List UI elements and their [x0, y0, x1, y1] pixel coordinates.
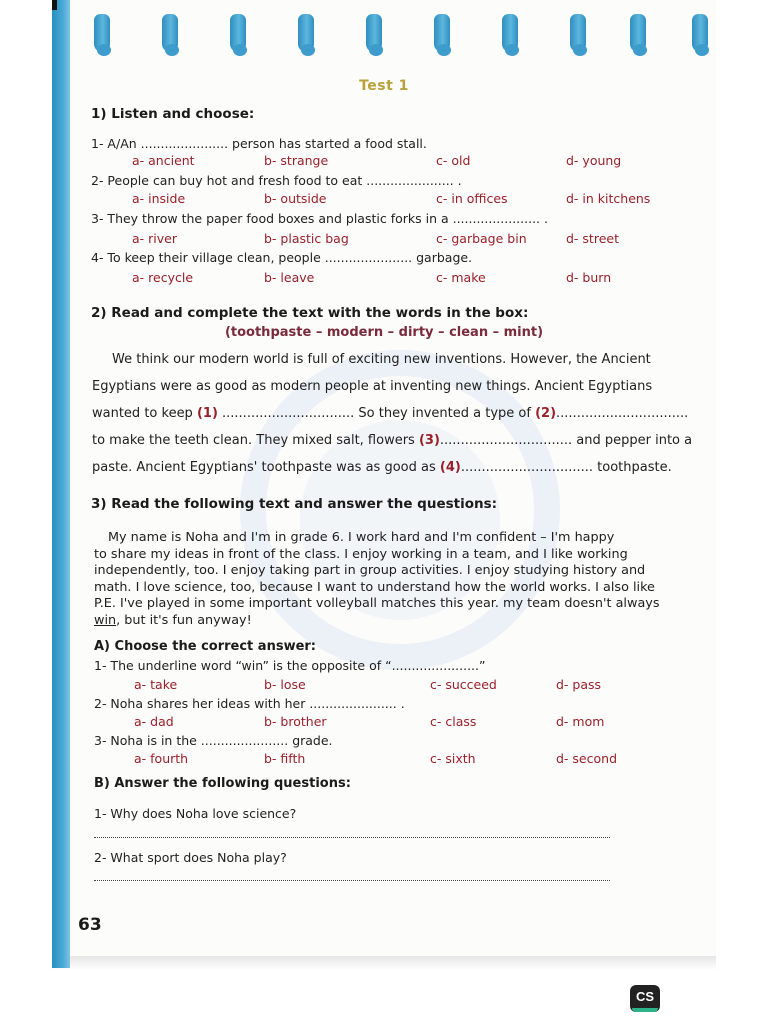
passage-line: independently, too. I enjoy taking part in group activities. I enjoy studying history and: [94, 563, 646, 578]
partB-heading: B) Answer the following questions:: [94, 776, 351, 791]
blank-1-label: (1): [196, 406, 218, 421]
s3a-q3-option-b[interactable]: b- fifth: [264, 751, 306, 766]
partA-heading: A) Choose the correct answer:: [94, 639, 317, 654]
s1-question-3: 3- They throw the paper food boxes and plastic forks in a ...................... .: [91, 211, 548, 226]
s1-q2-option-c[interactable]: c- in offices: [436, 191, 508, 206]
s3a-q1-option-a[interactable]: a- take: [134, 677, 178, 692]
s2-line-3: wanted to keep (1) ................................ So they invented a type of (2)................................: [92, 406, 689, 421]
s1-q2-option-d[interactable]: d- in kitchens: [566, 191, 651, 206]
passage-line: win, but it's fun anyway!: [94, 612, 252, 628]
s3b-question-1: 1- Why does Noha love science?: [94, 806, 297, 821]
s3a-q2-option-c[interactable]: c- class: [430, 714, 477, 729]
s3a-q1-option-d[interactable]: d- pass: [556, 677, 602, 692]
s3a-q1-option-b[interactable]: b- lose: [264, 677, 306, 692]
blank-4-label: (4): [439, 460, 461, 475]
passage-line: P.E. I've played in some important volleyball matches this year. my team doesn't always: [94, 596, 660, 611]
s1-q3-option-b[interactable]: b- plastic bag: [264, 231, 349, 246]
s2-line-4: to make the teeth clean. They mixed salt, flowers (3)................................ and pepper into a: [92, 433, 693, 448]
s2-line-2: Egyptians were as good as modern people at inventing new things. Ancient Egyptians: [92, 379, 653, 394]
binding-ring: [502, 14, 518, 52]
s1-q4-option-a[interactable]: a- recycle: [132, 270, 194, 285]
binding-ring: [298, 14, 314, 52]
s1-question-2: 2- People can buy hot and fresh food to eat ...................... .: [91, 173, 462, 188]
section1-heading: 1) Listen and choose:: [91, 106, 255, 122]
spine-corner: [52, 0, 57, 10]
word-box: (toothpaste – modern – dirty – clean – mint): [224, 325, 544, 340]
s3a-q2-option-a[interactable]: a- dad: [134, 714, 174, 729]
s1-q2-option-b[interactable]: b- outside: [264, 191, 327, 206]
underlined-word: win: [94, 612, 117, 628]
answer-line-2[interactable]: [94, 879, 610, 881]
test-title: Test 1: [359, 78, 409, 94]
binding-ring: [94, 14, 110, 52]
s1-question-4: 4- To keep their village clean, people ...................... garbage.: [91, 250, 473, 265]
s2-line-1: We think our modern world is full of exciting new inventions. However, the Ancient: [112, 352, 651, 367]
s1-q4-option-b[interactable]: b- leave: [264, 270, 315, 285]
s3a-q3-option-a[interactable]: a- fourth: [134, 751, 189, 766]
page-shadow: [52, 956, 716, 970]
s1-q1-option-d[interactable]: d- young: [566, 153, 622, 168]
s1-q1-option-a[interactable]: a- ancient: [132, 153, 195, 168]
s1-q3-option-c[interactable]: c- garbage bin: [436, 231, 527, 246]
s3a-q3-option-c[interactable]: c- sixth: [430, 751, 476, 766]
s3a-question-2: 2- Noha shares her ideas with her ...................... .: [94, 696, 405, 711]
s1-q3-option-d[interactable]: d- street: [566, 231, 619, 246]
s3a-question-1: 1- The underline word “win” is the opposite of “......................”: [94, 658, 486, 673]
binding-ring: [366, 14, 382, 52]
passage-line: to share my ideas in front of the class. I enjoy working in a team, and I like working: [94, 546, 628, 562]
binding-ring: [162, 14, 178, 52]
s1-question-1: 1- A/An ...................... person has started a food stall.: [91, 136, 427, 151]
s1-q1-option-b[interactable]: b- strange: [264, 153, 329, 168]
s1-q1-option-c[interactable]: c- old: [436, 153, 471, 168]
s1-q4-option-c[interactable]: c- make: [436, 270, 486, 285]
camscanner-badge-icon: CS: [630, 985, 660, 1012]
notebook-spine: [52, 0, 70, 968]
s3a-q2-option-d[interactable]: d- mom: [556, 714, 605, 729]
blank-2-label: (2): [535, 406, 557, 421]
reading-passage: [94, 530, 684, 629]
binding-ring: [630, 14, 646, 52]
s1-q3-option-a[interactable]: a- river: [132, 231, 177, 246]
passage-line: math. I love science, too, because I want to understand how the world works. I also like: [94, 579, 655, 595]
s2-line-5: paste. Ancient Egyptians' toothpaste was as good as (4)................................ toothpaste.: [92, 460, 672, 475]
binding-ring: [434, 14, 450, 52]
s3a-question-3: 3- Noha is in the ...................... grade.: [94, 733, 333, 748]
binding-ring: [692, 14, 708, 52]
s1-q4-option-d[interactable]: d- burn: [566, 270, 612, 285]
s3a-q1-option-c[interactable]: c- succeed: [430, 677, 497, 692]
s3a-q2-option-b[interactable]: b- brother: [264, 714, 327, 729]
section3-heading: 3) Read the following text and answer the questions:: [91, 496, 498, 512]
spiral-binding: [52, 14, 716, 60]
blank-3-label: (3): [418, 433, 440, 448]
page-number: 63: [78, 915, 102, 935]
binding-ring: [230, 14, 246, 52]
s3b-question-2: 2- What sport does Noha play?: [94, 850, 287, 865]
passage-line: My name is Noha and I'm in grade 6. I work hard and I'm confident – I'm happy: [108, 530, 615, 545]
binding-ring: [570, 14, 586, 52]
section2-heading: 2) Read and complete the text with the words in the box:: [91, 305, 529, 321]
answer-line-1[interactable]: [94, 836, 610, 838]
s3a-q3-option-d[interactable]: d- second: [556, 751, 617, 766]
s1-q2-option-a[interactable]: a- inside: [132, 191, 186, 206]
